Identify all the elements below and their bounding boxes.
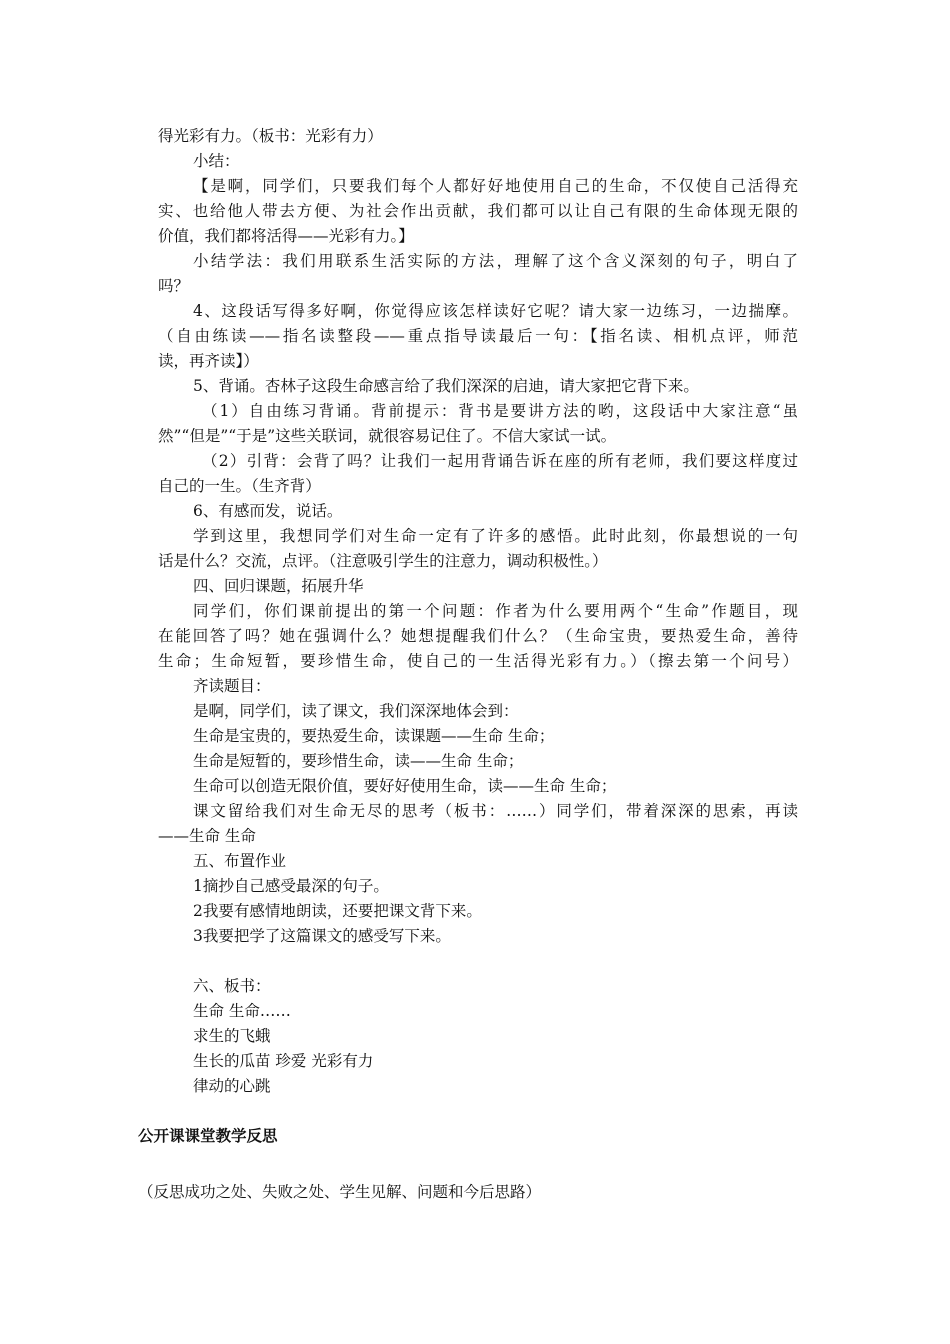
section-heading: 四、回归课题，拓展升华: [193, 577, 364, 595]
text-line: 价值，我们都将活得——光彩有力。】: [158, 227, 414, 245]
text-line: 是啊，同学们，读了课文，我们深深地体会到：: [193, 702, 519, 720]
text-line: 实、也给他人带去方便、为社会作出贡献，我们都可以让自己有限的生命体现无限的: [158, 202, 798, 220]
text-line: 生命是短暂的，要珍惜生命，读——生命 生命；: [193, 752, 524, 770]
text-line: （自由练读——指名读整段——重点指导读最后一句：【指名读、相机点评，师范: [158, 327, 798, 345]
text-line: 小结学法：我们用联系生活实际的方法，理解了这个含义深刻的句子，明白了: [193, 252, 798, 270]
reflection-title: 公开课课堂教学反思: [138, 1127, 278, 1145]
text-line: 【是啊，同学们，只要我们每个人都好好地使用自己的生命，不仅使自己活得充: [193, 177, 798, 195]
text-line: 然”“但是”“于是”这些关联词，就很容易记住了。不信大家试一试。: [158, 427, 617, 445]
text-line: 小结：: [193, 152, 240, 170]
text-line: 吗？: [158, 277, 190, 295]
list-item: 2我要有感情地朗读，还要把课文背下来。: [193, 902, 482, 920]
text-line: 4、这段话写得多好啊，你觉得应该怎样读好它呢？请大家一边练习，一边揣摩。: [193, 302, 798, 320]
text-line: 话是什么？交流，点评。（注意吸引学生的注意力，调动积极性。）: [158, 552, 608, 570]
text-line: 自己的一生。（生齐背）: [158, 477, 321, 495]
text-line: 生命可以创造无限价值，要好好使用生命，读——生命 生命；: [193, 777, 617, 795]
text-line: （1）自由练习背诵。背前提示：背书是要讲方法的哟，这段话中大家注意“虽: [202, 402, 798, 420]
text-line: ——生命 生命: [158, 827, 256, 845]
text-line: 5、背诵。杏林子这段生命感言给了我们深深的启迪，请大家把它背下来。: [193, 377, 699, 395]
text-line: 课文留给我们对生命无尽的思考（板书：……）同学们，带着深深的思索，再读: [193, 802, 798, 820]
text-line: 在能回答了吗？她在强调什么？她想提醒我们什么？（生命宝贵，要热爱生命，善待: [158, 627, 798, 645]
section-heading: 六、板书：: [193, 977, 271, 995]
board-line: 求生的飞蛾: [193, 1027, 271, 1045]
section-heading: 五、布置作业: [193, 852, 287, 870]
list-item: 1摘抄自己感受最深的句子。: [193, 877, 389, 895]
text-line: 同学们，你们课前提出的第一个问题：作者为什么要用两个“生命”作题目，现: [193, 602, 798, 620]
board-line: 生长的瓜苗 珍爱 光彩有力: [193, 1052, 374, 1070]
reflection-note: （反思成功之处、失败之处、学生见解、问题和今后思路）: [138, 1183, 542, 1201]
list-item: 3我要把学了这篇课文的感受写下来。: [193, 927, 451, 945]
text-line: 生命；生命短暂，要珍惜生命，使自己的一生活得光彩有力。）（擦去第一个问号）: [158, 652, 798, 670]
text-line: 学到这里，我想同学们对生命一定有了许多的感悟。此时此刻，你最想说的一句: [193, 527, 798, 545]
text-line: 生命是宝贵的，要热爱生命，读课题——生命 生命；: [193, 727, 555, 745]
board-line: 律动的心跳: [193, 1077, 271, 1095]
text-line: 齐读题目：: [193, 677, 271, 695]
text-line: 得光彩有力。（板书：光彩有力）: [158, 127, 383, 145]
text-line: 读，再齐读】）: [158, 352, 259, 370]
board-line: 生命 生命……: [193, 1002, 291, 1020]
text-line: （2）引背：会背了吗？让我们一起用背诵告诉在座的所有老师，我们要这样度过: [202, 452, 798, 470]
text-line: 6、有感而发，说话。: [193, 502, 343, 520]
